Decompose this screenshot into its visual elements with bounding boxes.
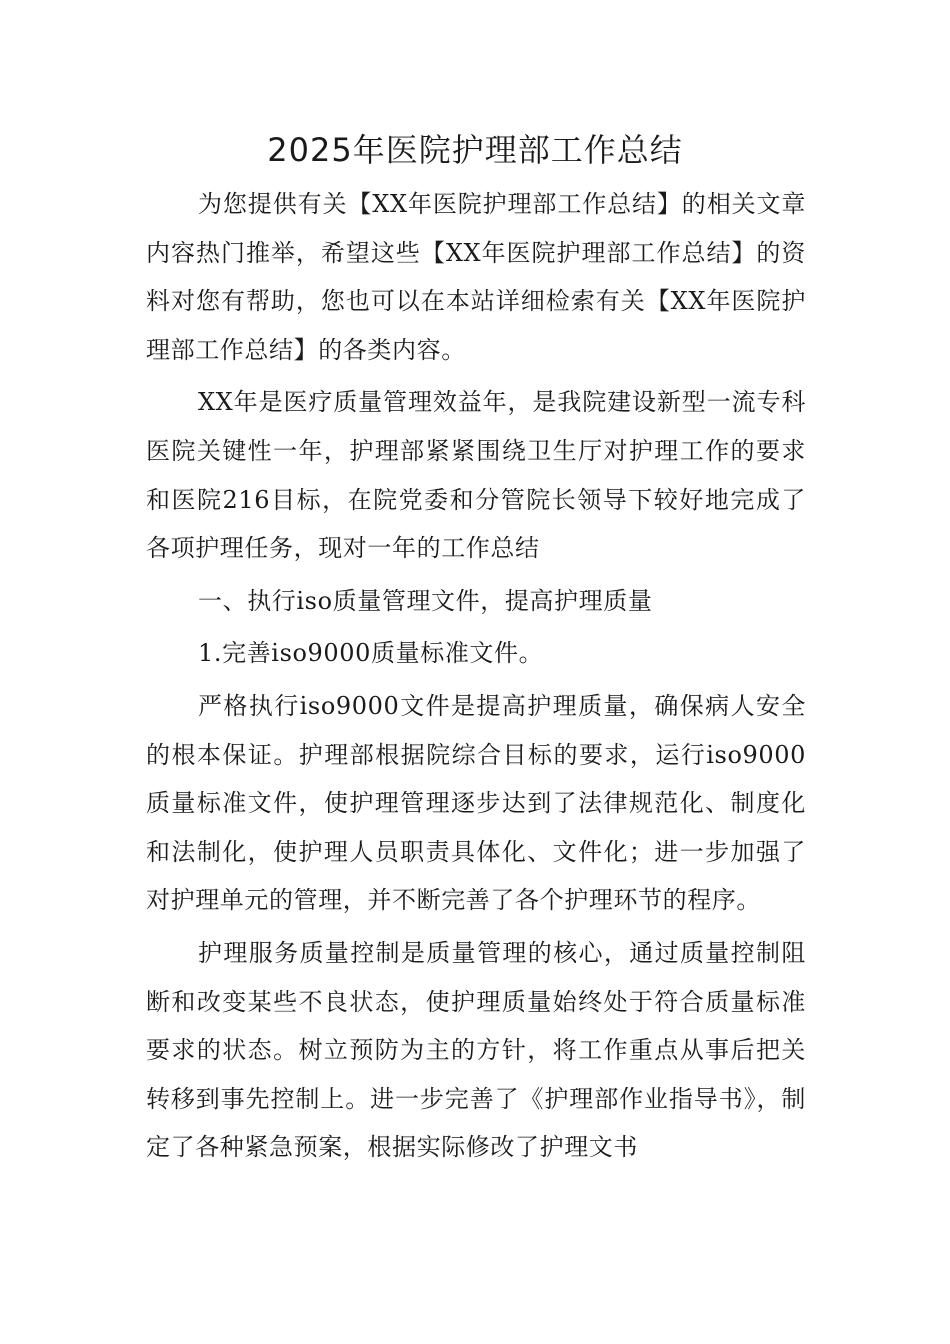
paragraph-iso9000: 严格执行iso9000文件是提高护理质量，确保病人安全的根本保证。护理部根据院综合目标的要求，运行iso9000质量标准文件，使护理管理逐步达到了法律规范化、制度化和法制化，使护理人员职责具体化、文件化；进一步加强了对护理单元的管理，并不断完善了各个护理环节的程序。 (146, 691, 806, 915)
section-heading-1: 一、执行iso质量管理文件，提高护理质量 (198, 586, 653, 615)
paragraph-overview: XX年是医疗质量管理效益年，是我院建设新型一流专科医院关键性一年，护理部紧紧围绕卫生厅对护理工作的要求和医院216目标，在院党委和分管院长领导下较好地完成了各项护理任务，现对一年的工作总结 (146, 388, 806, 563)
document-body (146, 180, 806, 1172)
subsection-heading-1-1: 1.完善iso9000质量标准文件。 (198, 639, 544, 668)
document-title: 2025年医院护理部工作总结 (267, 131, 683, 169)
paragraph-intro: 为您提供有关【XX年医院护理部工作总结】的相关文章内容热门推举，希望这些【XX年医院护理部工作总结】的资料对您有帮助，您也可以在本站详细检索有关【XX年医院护理部工作总结】的各类内容。 (146, 190, 806, 364)
paragraph-quality-control: 护理服务质量控制是质量管理的核心，通过质量控制阻断和改变某些不良状态，使护理质量始终处于符合质量标准要求的状态。树立预防为主的方针，将工作重点从事后把关转移到事先控制上。进一步完善了《护理部作业指导书》，制定了各种紧急预案，根据实际修改了护理文书 (146, 938, 806, 1162)
